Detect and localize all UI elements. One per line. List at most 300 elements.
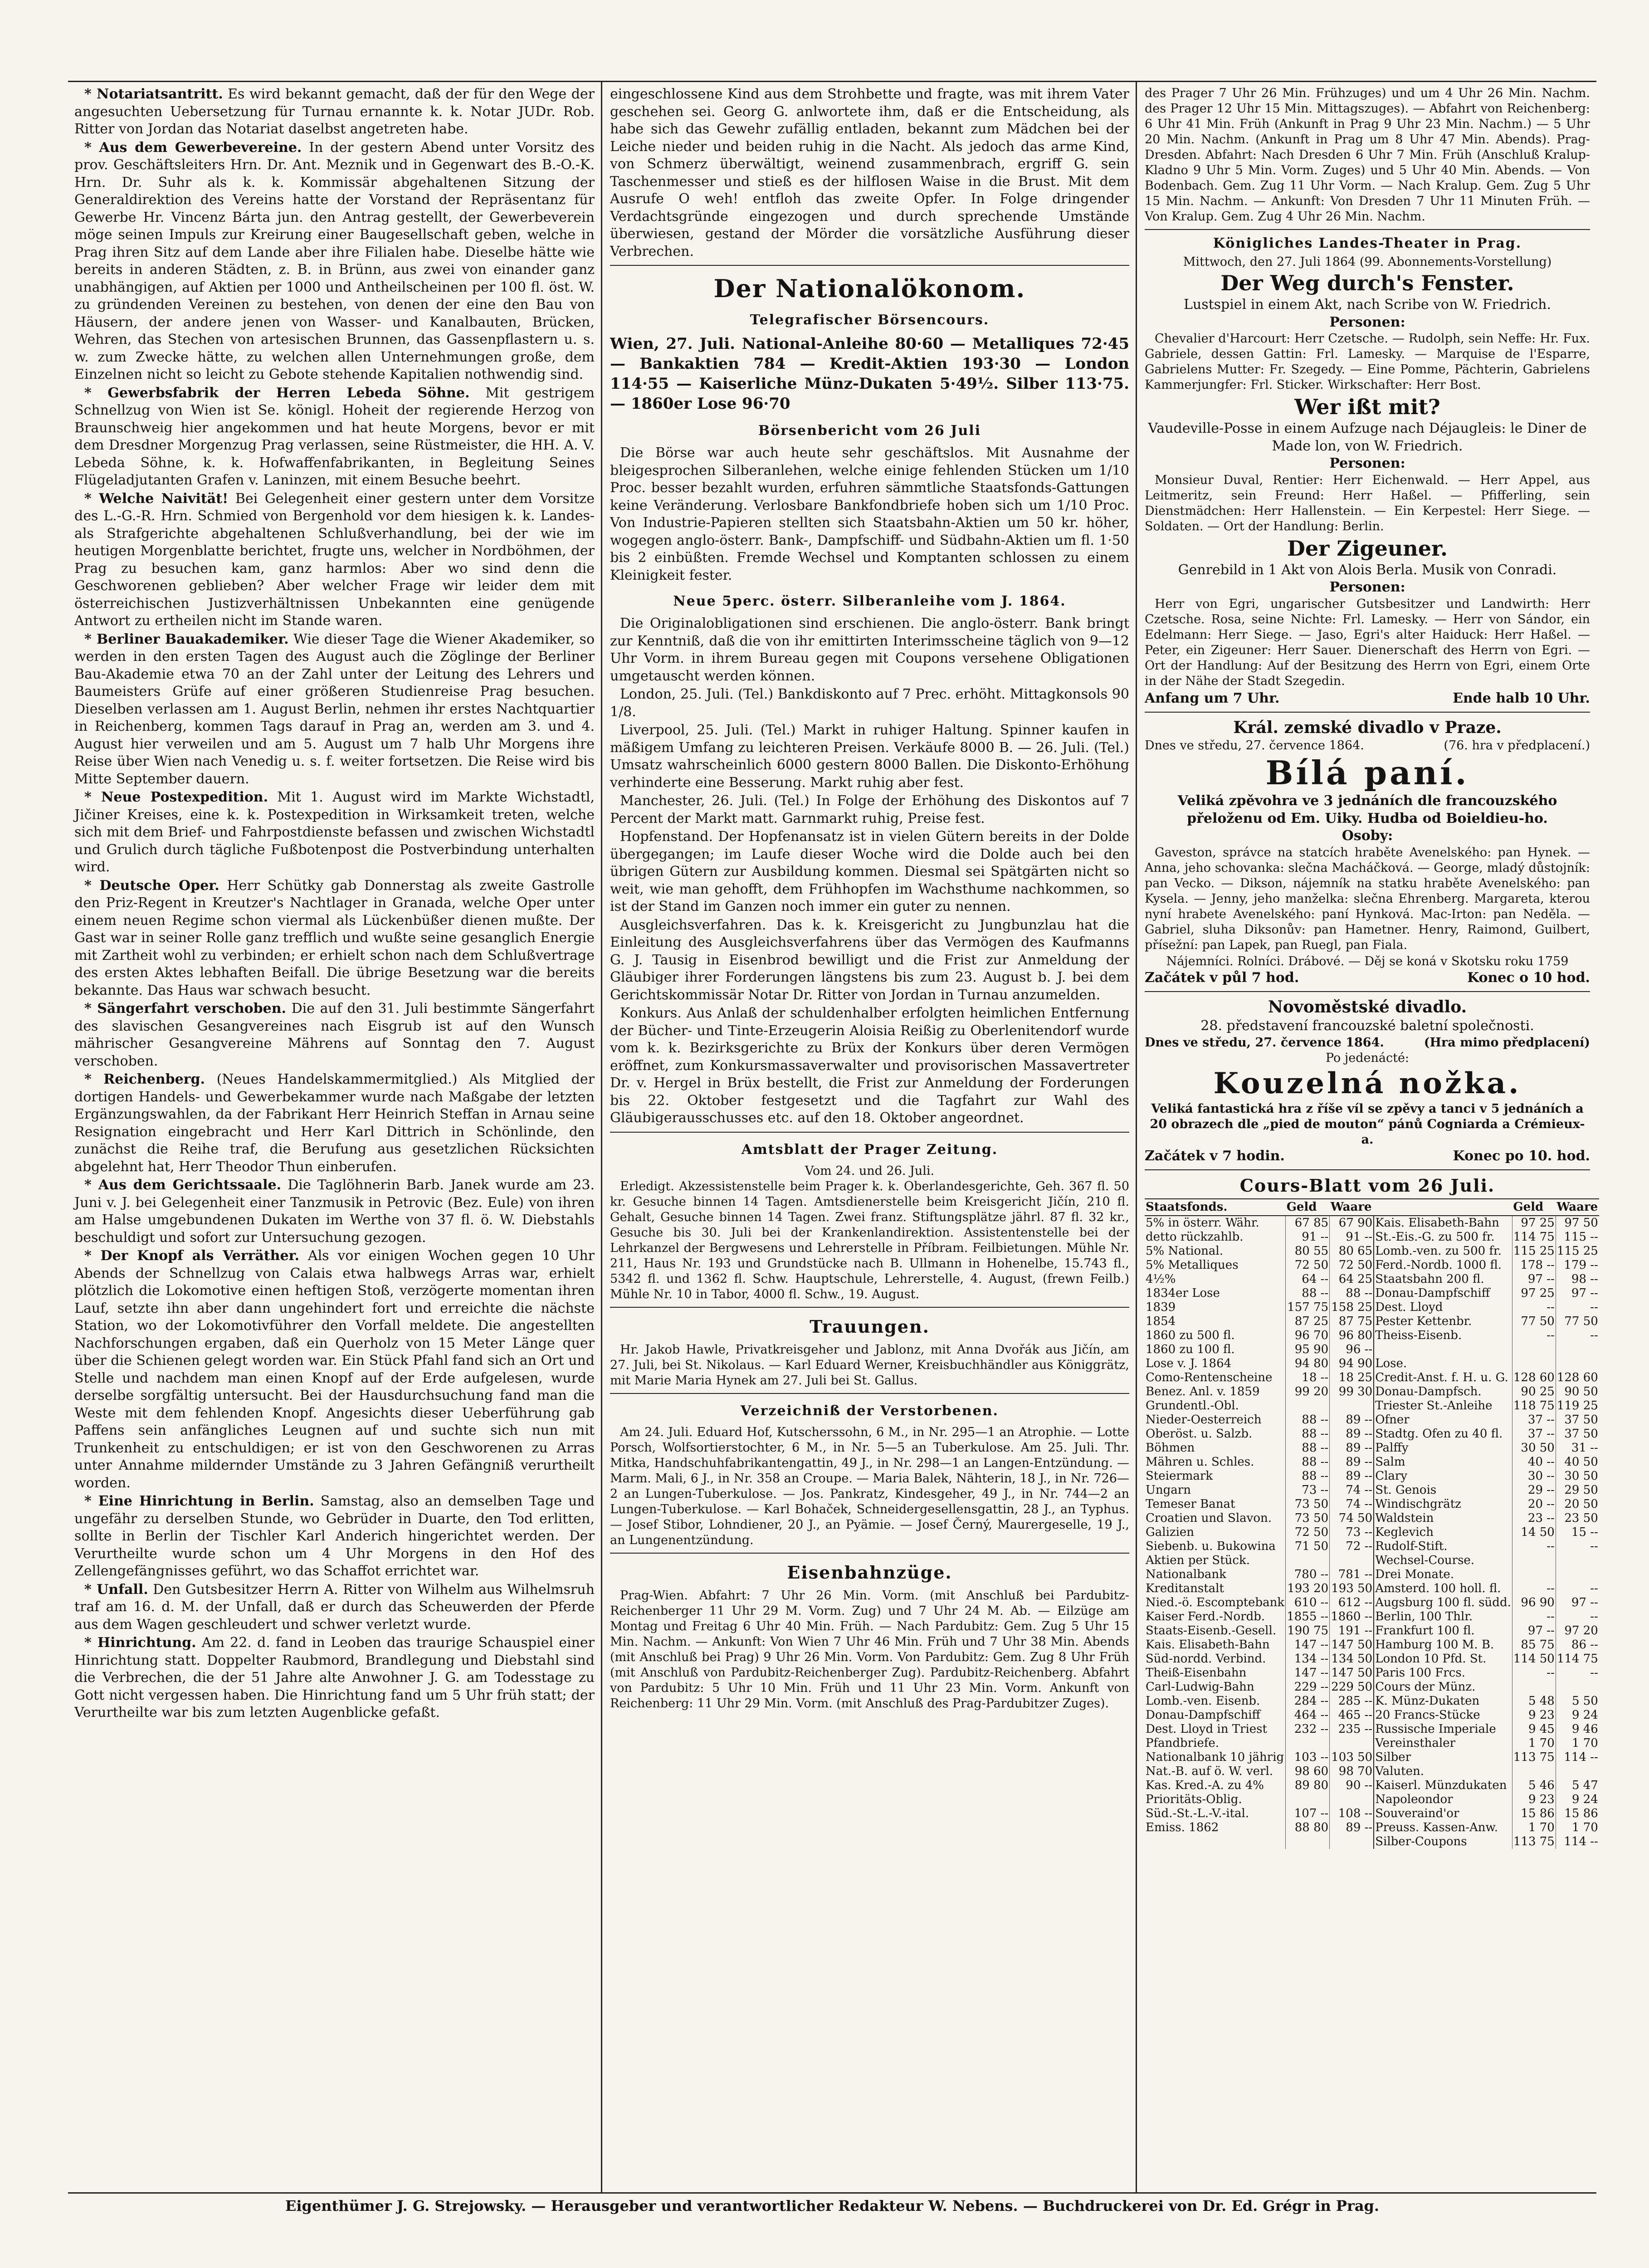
exchange-cell: Napoleondor <box>1374 1793 1512 1807</box>
exchange-cell: 95 90 <box>1286 1343 1330 1357</box>
exchange-cell: St.-Eis.-G. zu 500 fr. <box>1374 1230 1512 1244</box>
exchange-cell: 96 80 <box>1330 1329 1374 1343</box>
exchange-cell <box>1556 1680 1599 1694</box>
exchange-cell <box>1286 1835 1330 1849</box>
hop-report: Hopfenstand. Der Hopfenansatz ist in vielen Gütern bereits in der Dolde übergegangen; im Laufe dieser Woche wird die Dolde auch bei den übrigen Gütern zur Ausbildung kommen. Diesmal sei Spätgärten nicht so weit, wie man gehofft, dem Frühhopfen im Wachsthume nachkommen, so ist der Stand im Ganzen noch immer ein guter zu nennen. <box>610 829 1129 914</box>
exchange-cell: Silber <box>1374 1750 1512 1765</box>
railway-continuation: des Prager 7 Uhr 26 Min. Frühzuges) und um 4 Uhr 26 Min. Nachm. des Prager 12 Uhr 15 Min. Mittagszuges). — Abfahrt von Reichenberg: 6 Uhr 41 Min. Früh (Ankunft in Prag 9 Uhr 23 Min. Nachm.) — 5 Uhr 20 Min. Nachm. (Ankunft in Prag um 8 Uhr 47 Min. Abends). Prag-Dresden. Abfahrt: Nach Dresden 6 Uhr 7 Min. Früh (Anschluß Kralup-Kladno 9 Uhr 5 Min. Vorm. Zuges) und 5 Uhr 40 Min. Abends. — Von Bodenbach. Gem. Zug 11 Uhr Vorm. — Nach Kralup. Gem. Zug 5 Uhr 15 Min. Nachm. — Ankunft: Von Dresden 7 Uhr 11 Minuten Früh. — Von Kralup. Gem. Zug 4 Uhr 26 Min. Nachm. <box>1145 86 1590 224</box>
divider <box>1145 1169 1590 1170</box>
exchange-cell <box>1512 1568 1556 1582</box>
exchange-row <box>1145 1469 1599 1483</box>
exchange-cell: 80 55 <box>1286 1244 1330 1258</box>
news-item-lead: * Notariatsantritt. <box>84 86 223 102</box>
news-item <box>74 1177 595 1246</box>
exchange-cell: 98 60 <box>1286 1765 1330 1779</box>
exchange-cell: 30 -- <box>1512 1469 1556 1483</box>
exchange-cell: 114 50 <box>1512 1652 1556 1666</box>
exchange-cell: 97 -- <box>1556 1596 1599 1610</box>
exchange-cell: 114 75 <box>1512 1230 1556 1244</box>
exchange-cell: Oberöst. u. Salzb. <box>1146 1427 1253 1441</box>
exchange-cell: 108 -- <box>1330 1807 1374 1821</box>
exchange-cell <box>1556 1357 1599 1371</box>
exchange-cell: -- <box>1556 1610 1599 1624</box>
czech-play-end: Konec o 10 hod. <box>1467 969 1590 986</box>
silver-loan-text: Die Originalobligationen sind erschienen. Die anglo-österr. Bank bringt zur Kenntniß, daß die von ihr emittirten Interimsscheine täglich von 9—12 Uhr Vorm. in ihrem Bureau gegen mit Coupons versehene Obligationen umgetauscht werden können. <box>610 616 1129 684</box>
official-gazette-title: Amtsblatt der Prager Zeitung. <box>741 1141 998 1158</box>
exchange-cell: 147 50 <box>1330 1666 1374 1680</box>
exchange-cell: detto rückzahlb. <box>1146 1230 1244 1244</box>
exchange-row <box>1145 1821 1599 1835</box>
news-item-text: Es wird bekannt gemacht, daß der für den Wege der angesuchten Uebersetzung für Turnau ernannte k. k. Notar JUDr. Rob. Ritter von Jordan das Notariat daselbst angetreten habe. <box>74 86 595 137</box>
exchange-cell: 229 -- <box>1286 1680 1330 1694</box>
exchange-cell: 73 50 <box>1286 1497 1330 1511</box>
czech-theater-number: (76. hra v předplacení.) <box>1444 738 1590 753</box>
play2-title: Wer ißt mit? <box>1294 395 1440 419</box>
exchange-cell: 97 -- <box>1512 1624 1556 1638</box>
exchange-cell <box>1512 1554 1556 1568</box>
exchange-cell: 94 90 <box>1330 1357 1374 1371</box>
exchange-cell: Triester St.-Anleihe <box>1374 1399 1512 1413</box>
exchange-cell: Paris 100 Frcs. <box>1374 1666 1512 1680</box>
exchange-cell: Amsterd. 100 holl. fl. <box>1374 1582 1512 1596</box>
exchange-row <box>1145 1357 1599 1371</box>
exchange-cell: 37 50 <box>1556 1427 1599 1441</box>
play1-title: Der Weg durch's Fenster. <box>1220 271 1514 295</box>
play3-cast-label: Personen: <box>1329 579 1405 595</box>
exchange-cell: -- <box>1556 1540 1599 1554</box>
exchange-cell: Süd.-St.-L.-V.-ital. <box>1146 1807 1249 1820</box>
exchange-cell: 115 25 <box>1556 1244 1599 1258</box>
czech-cast-label: Osoby: <box>1342 828 1393 844</box>
exchange-cell: 64 -- <box>1286 1272 1330 1286</box>
exchange-cell: 1860 zu 500 fl. <box>1146 1329 1235 1342</box>
exchange-row <box>1145 1343 1599 1357</box>
exchange-cell <box>1286 1399 1330 1413</box>
exchange-row <box>1145 1554 1599 1568</box>
exchange-cell: 128 60 <box>1556 1371 1599 1385</box>
exchange-cell: 1 70 <box>1512 1821 1556 1835</box>
news-item-text: (Neues Handelskammermitglied.) Als Mitglied der dortigen Handels- und Gewerbekammer wurde nach Maßgabe der letzten Ergänzungswahlen, da der Fabrikant Herr Heinrich Steffan in Arnau seine Resignation eingebracht und Herr Karl Dittrich in Schönlinde, den zunächst die Reihe traf, die Berufung aus gesetzlichen Rücksichten abgelehnt hat, Herr Theodor Thun einberufen. <box>74 1071 595 1175</box>
exchange-cell: Windischgrätz <box>1374 1497 1512 1511</box>
exchange-cell: 73 -- <box>1330 1525 1374 1540</box>
exchange-cell: 9 23 <box>1512 1793 1556 1807</box>
exchange-cell: 30 50 <box>1512 1441 1556 1455</box>
exchange-cell: St. Genois <box>1374 1483 1512 1497</box>
exchange-cell: 1860 -- <box>1330 1610 1374 1624</box>
exchange-cell: 37 -- <box>1512 1413 1556 1427</box>
new-town-number: (Hra mimo předplacení) <box>1424 1035 1590 1050</box>
column-theater-exchange <box>1138 82 1596 2192</box>
exchange-cell: 193 50 <box>1330 1582 1374 1596</box>
exchange-cell: 88 80 <box>1286 1821 1330 1835</box>
exchange-cell: 5% Metalliques <box>1146 1258 1239 1272</box>
exchange-cell: Palffy <box>1374 1441 1512 1455</box>
exchange-cell: 90 50 <box>1556 1385 1599 1399</box>
exchange-cell: Cours der Münz. <box>1374 1680 1512 1694</box>
new-town-play-subtitle: Veliká fantastická hra z říše víl se zpěvy a tanci v 5 jednáních a 20 obrazech dle „pied de mouton“ pánů Cogniarda a Crémieux-a. <box>1150 1101 1585 1147</box>
news-item <box>74 1493 595 1580</box>
exchange-cell: 77 50 <box>1512 1315 1556 1329</box>
exchange-cell: 99 30 <box>1330 1385 1374 1399</box>
exchange-cell: 67 85 <box>1286 1216 1330 1230</box>
news-item <box>74 490 595 630</box>
exchange-cell: 465 -- <box>1330 1708 1374 1722</box>
exchange-cell: Hamburg 100 M. B. <box>1374 1638 1512 1652</box>
exchange-cell: Silber-Coupons <box>1374 1835 1512 1849</box>
news-item <box>74 86 595 138</box>
exchange-cell: 91 -- <box>1286 1230 1330 1244</box>
news-item-text: In der gestern Abend unter Vorsitz des prov. Geschäftsleiters Hrn. Dr. Ant. Meznik und in Gegenwart des B.-O.-K. Hrn. Dr. Suhr als k. k. Kommissär abgehaltenen Sitzung der Generaldirektion des Vereins hatte der Vorstand der Repräsentanz für Gewerbe Hr. Vincenz Bárta jun. den Antrag gestellt, der Gewerbeverein möge seinen Impuls zur Kreirung einer Baugesellschaft geben, welche in Prag ihren Sitz auf dem Lande aber ihre Filialen habe. Dieselbe hätte wie bereits in anderen Städten, z. B. in Brünn, aus zwei von einander ganz unabhängigen, auf Aktien per 1000 und Antheilscheinen per 100 fl. öst. W. zu gründenden Vereinen zu bestehen, von denen der eine den Bau von Häusern, der andere jenen von Wasser- und Kanalbauten, Brücken, Wehren, das Stechen von artesischen Brunnen, das Gassenpflastern u. s. w. zum Zwecke hätte, zu welchen allen Unternehmungen große, dem Einzelnen nicht so leicht zu Gebote stehende Kapitalien nothwendig sind. <box>74 139 595 382</box>
exchange-cell: 74 -- <box>1330 1497 1374 1511</box>
exchange-header-cell: Waare <box>1330 1199 1374 1216</box>
new-town-once: Po jedenácté: <box>1325 1051 1410 1065</box>
exchange-cell: 97 25 <box>1512 1216 1556 1230</box>
exchange-cell: Drei Monate. <box>1374 1568 1512 1582</box>
exchange-cell: Donau-Dampfsch. <box>1374 1385 1512 1399</box>
exchange-cell <box>1556 1765 1599 1779</box>
divider <box>1145 712 1590 713</box>
exchange-cell: Clary <box>1374 1469 1512 1483</box>
exchange-row <box>1145 1525 1599 1540</box>
exchange-cell: -- <box>1556 1329 1599 1343</box>
exchange-cell: 781 -- <box>1330 1568 1374 1582</box>
murder-report-continuation: eingeschlossene Kind aus dem Strohbette und fragte, was mit ihrem Vater geschehen sei. Georg G. anlwortete ihm, daß er die Entscheidung, als habe sich das Gewehr zufällig entladen, bekannt zum Mädchen bei der Leiche nieder und beiden ruhig in die Nacht. Als jedoch das arme Kind, von Schmerz überwältigt, weinend zusammenbrach, ergriff G. sein Taschenmesser und stieß es der hilflosen Waise in die Brust. Mit dem Ausrufe O weh! entfloh das zweite Opfer. In Folge dringender Verdachtsgründe eingezogen und durch sprechende Umstände überwiesen, gestand der Mörder die vorsätzliche Ausführung dieser Verbrechen. <box>610 86 1129 259</box>
exchange-cell: 31 -- <box>1556 1441 1599 1455</box>
railway-title: Eisenbahnzüge. <box>787 1562 952 1583</box>
play1-cast: Chevalier d'Harcourt: Herr Czetsche. — Rudolph, sein Neffe: Hr. Fux. Gabriele, dessen Gattin: Frl. Lamesky. — Marquise de l'Esparre, Gabrielens Mutter: Fr. Szegedy. — Eine Pomme, Pächterin, Gabrielens Kammerjungfer: Frl. Sticker. Wirkschafter: Herr Bost. <box>1145 332 1590 392</box>
exchange-cell: Souveraind'or <box>1374 1807 1512 1821</box>
divider <box>610 1553 1129 1554</box>
news-item-text: Als vor einigen Wochen gegen 10 Uhr Abends der Schnellzug von Calais etwa halbwegs Arras war, erhielt plötzlich die Lokomotive einen heftigen Stoß, verzögerte momentan ihren Lauf, setzte ihn aber dann ungehindert fort und erreichte die nächste Station, wo der Lokomotivführer den Vorfall meldete. Die angestellten Nachforschungen ergaben, daß ein Querholz von 15 Meter Länge quer über die Schienen gelegt worden war. Ein Stück Pfahl fand sich an Ort und Stelle und nachdem man einen Knopf auf der Erde aufgelesen, wurde derselbe sorgfältig untersucht. Bei der Hausdurchsuchung fand man die Weste mit dem fehlenden Knopf. Angesichts dieser Ueberführung gab Paffens sein anfängliches Leugnen auf und suchte sich nun mit Trunkenheit zu entschuldigen; er ist von den Geschworenen zu Arras unter Annahme mildernder Umstände zu 3 Jahren Gefängniß verurtheilt worden. <box>74 1248 595 1491</box>
czech-play-start: Začátek v půl 7 hod. <box>1145 969 1299 986</box>
news-item-text: Herr Schütky gab Donnerstag als zweite Gastrolle den Priz-Regent in Kreutzer's Nachtlager in Granada, welche Oper unter einem neuen Regime schon viermal als Lückenbüßer dienen mußte. Der Gast war in seiner Rolle ganz trefflich und wußte seine gesanglich Energie mit Zartheit wohl zu verbinden; er erhielt schon nach dem Schlußvertrage des ersten Aktes lebhaften Beifall. Die übrige Besetzung war die bereits bekannte. Das Haus war schwach besucht. <box>74 877 595 998</box>
exchange-cell: 134 -- <box>1286 1652 1330 1666</box>
new-town-theater-title: Novoměstské divadlo. <box>1268 997 1467 1017</box>
exchange-cell: 96 70 <box>1286 1329 1330 1343</box>
exchange-cell: Emiss. 1862 <box>1146 1821 1219 1834</box>
exchange-cell: 103 50 <box>1330 1750 1374 1765</box>
silver-loan-title: Neue 5perc. österr. Silberanleihe vom J. 1864. <box>673 593 1066 609</box>
exchange-row <box>1145 1610 1599 1624</box>
exchange-cell: 14 50 <box>1512 1525 1556 1540</box>
liverpool-report: Liverpool, 25. Juli. (Tel.) Markt in ruhiger Haltung. Spinner kaufen in mäßigem Umfang zu leichteren Preisen. Verkäufe 8000 B. — 26. Juli. (Tel.) Umsatz wahrscheinlich 6000 gestern 8000 Ballen. Die Diskonto-Erhöhung verhinderte eine Besserung. Markt ruhig aber fest. <box>610 722 1129 791</box>
exchange-row <box>1145 1779 1599 1793</box>
exchange-row <box>1145 1736 1599 1750</box>
new-town-times <box>1145 1148 1590 1165</box>
exchange-cell: 85 75 <box>1512 1638 1556 1652</box>
section-title-economist: Der Nationalökonom. <box>713 274 1026 303</box>
exchange-row <box>1145 1371 1599 1385</box>
exchange-cell: 15 -- <box>1556 1525 1599 1540</box>
exchange-cell: 115 -- <box>1556 1230 1599 1244</box>
exchange-cell: Ungarn <box>1146 1483 1191 1497</box>
news-item <box>74 1247 595 1492</box>
news-item-lead: * Aus dem Gewerbevereine. <box>84 139 302 156</box>
exchange-cell: 1834er Lose <box>1146 1286 1220 1300</box>
exchange-cell: Lomb.-ven. zu 500 fr. <box>1374 1244 1512 1258</box>
news-item-text: Mit 1. August wird im Markte Wichstadtl, Jičiner Kreises, eine k. k. Postexpedition in Wirksamkeit treten, welche sich mit dem Brief- und Fahrpostdienste befassen und zwischen Wichstadtl und Grulich durch tägliche Fußbotenpost die Postverbindung unterhalten wird. <box>74 789 595 875</box>
exchange-cell: 89 -- <box>1330 1821 1374 1835</box>
exchange-cell: 20 -- <box>1512 1497 1556 1511</box>
weddings-title: Trauungen. <box>810 1316 930 1337</box>
exchange-cell <box>1556 1568 1599 1582</box>
news-item <box>74 1071 595 1176</box>
exchange-cell: 114 -- <box>1556 1750 1599 1765</box>
exchange-row <box>1145 1258 1599 1272</box>
boerse-report-title: Börsenbericht vom 26 Juli <box>758 423 981 439</box>
deaths-title: Verzeichniß der Verstorbenen. <box>741 1403 999 1419</box>
exchange-table-title: Cours-Blatt vom 26 Juli. <box>1239 1175 1495 1196</box>
exchange-row <box>1145 1329 1599 1343</box>
exchange-row <box>1145 1666 1599 1680</box>
exchange-cell: 190 75 <box>1286 1624 1330 1638</box>
exchange-cell: 9 24 <box>1556 1793 1599 1807</box>
new-town-date-row <box>1145 1035 1590 1051</box>
exchange-cell: Ofner <box>1374 1413 1512 1427</box>
news-item-text: Am 22. d. fand in Leoben das traurige Schauspiel einer Hinrichtung statt. Doppelter Raubmord, Brandlegung und Diebstahl sind die Verbrechen, die der 51 Jahre alte Anwohner J. G. am Todesstage zu Gott nicht vergessen haben. Die Hinrichtung fand um 5 Uhr früh statt; der Verurtheilte war bis zum letzten Augenblicke gefaßt. <box>74 1635 595 1721</box>
exchange-cell: 5% in österr. Währ. <box>1146 1216 1259 1230</box>
exchange-cell: 86 -- <box>1556 1638 1599 1652</box>
railway-text: Prag-Wien. Abfahrt: 7 Uhr 26 Min. Vorm. (mit Anschluß bei Pardubitz-Reichenberger 11 Uhr 29 M. Vorm. Zug) und 7 Uhr 24 M. Ab. — Eilzüge am Montag und Freitag 6 Uhr 40 Min. Früh. — Nach Pardubitz: Gem. Zug 5 Uhr 15 Min. Nachm. — Ankunft: Von Wien 7 Uhr 46 Min. Früh und 7 Uhr 38 Min. Abends (mit Anschluß bei Prag) 9 Uhr 26 Min. Vorm. Von Pardubitz: Gem. Zug 8 Uhr Früh (mit Anschluß von Pardubitz-Reichenberger Zug). Pardubitz-Reichenberg. Abfahrt von Pardubitz: 5 Uhr 10 Min. Früh und 11 Uhr 23 Min. Vorm. Ankunft von Reichenberg: 11 Uhr 29 Min. Vorm. (mit Anschluß des Prag-Pardubitzer Zuges). <box>610 1588 1129 1711</box>
exchange-row <box>1145 1568 1599 1582</box>
exchange-cell: 97 20 <box>1556 1624 1599 1638</box>
exchange-cell: Salm <box>1374 1455 1512 1469</box>
exchange-cell <box>1556 1554 1599 1568</box>
exchange-cell: 780 -- <box>1286 1568 1330 1582</box>
exchange-cell: 80 65 <box>1330 1244 1374 1258</box>
exchange-row <box>1145 1399 1599 1413</box>
exchange-cell: -- <box>1512 1329 1556 1343</box>
column-local-news <box>68 82 602 2192</box>
exchange-cell: 89 -- <box>1330 1469 1374 1483</box>
play2-cast-label: Personen: <box>1329 455 1405 471</box>
exchange-cell: 1854 <box>1146 1315 1176 1328</box>
exchange-cell: Ferd.-Nordb. 1000 fl. <box>1374 1258 1512 1272</box>
exchange-cell <box>1286 1793 1330 1807</box>
exchange-cell: Preuss. Kassen-Anw. <box>1374 1821 1512 1835</box>
divider <box>1145 991 1590 992</box>
exchange-cell: 5% National. <box>1146 1244 1224 1258</box>
exchange-row <box>1145 1497 1599 1511</box>
exchange-cell: Nied.-ö. Escomptebank <box>1146 1596 1285 1609</box>
telegraph-quotes: Wien, 27. Juli. National-Anleihe 80·60 — Metalliques 72·45 — Bankaktien 784 — Kredit-Aktien 193·30 — London 114·55 — Kaiserliche Münz-Dukaten 5·49½. Silber 113·75. — 1860er Lose 96·70 <box>610 335 1129 413</box>
exchange-row <box>1145 1244 1599 1258</box>
bankruptcy-report: Konkurs. Aus Anlaß der schuldenhalber erfolgten heimlichen Entfernung der Bücher- und Tinte-Erzeugerin Aloisia Reißig zu Oberlenitendorf wurde vom k. k. Bezirksgerichte zu Brüx der Konkurs über deren Vermögen eröffnet, zum Konkursmassaverwalter und provisorischen Massavertreter Dr. v. Hergel in Brüx bestellt, die Frist zur Anmeldung der Forderungen bis 22. Oktober festgesetzt und die Tagfahrt zur Wahl des Gläubigerausschusses etc. auf den 18. Oktober angeordnet. <box>610 1005 1129 1126</box>
exchange-row <box>1145 1540 1599 1554</box>
exchange-cell: 1 70 <box>1512 1736 1556 1750</box>
exchange-cell: 158 25 <box>1330 1300 1374 1315</box>
exchange-cell: Pfandbriefe. <box>1146 1736 1220 1750</box>
exchange-row <box>1145 1708 1599 1722</box>
exchange-cell: Süd-nordd. Verbind. <box>1146 1652 1266 1666</box>
news-item <box>74 631 595 788</box>
exchange-cell: 128 60 <box>1512 1371 1556 1385</box>
exchange-cell: Carl-Ludwig-Bahn <box>1146 1680 1254 1694</box>
exchange-cell: 89 -- <box>1330 1427 1374 1441</box>
news-item-lead: * Gewerbsfabrik der Herren Lebeda Söhne. <box>84 385 470 401</box>
column-economy <box>604 82 1137 2192</box>
new-town-date: Dnes ve středu, 27. července 1864. <box>1145 1035 1384 1050</box>
exchange-cell: Böhmen <box>1146 1441 1195 1455</box>
exchange-cell: 115 25 <box>1512 1244 1556 1258</box>
exchange-cell: 29 -- <box>1512 1483 1556 1497</box>
news-item-text: Die Taglöhnerin Barb. Janek wurde am 23. Juni v. J. bei Gelegenheit einer Tanzmusik in Petrovic (Bez. Eule) von ihren am Halse umgebundenen Dukaten im Werthe von 37 fl. ö. W. Diebstahls beschuldigt und sofort zur Untersuchung gezogen. <box>74 1177 595 1246</box>
news-item-lead: * Der Knopf als Verräther. <box>84 1248 300 1264</box>
exchange-cell: 464 -- <box>1286 1708 1330 1722</box>
exchange-cell: 114 -- <box>1556 1835 1599 1849</box>
exchange-cell: Russische Imperiale <box>1374 1722 1512 1736</box>
exchange-header-cell: Geld <box>1512 1199 1556 1216</box>
new-town-end: Konec po 10. hod. <box>1453 1148 1590 1164</box>
exchange-cell: 97 50 <box>1556 1216 1599 1230</box>
divider <box>610 1132 1129 1133</box>
exchange-cell: 72 50 <box>1330 1258 1374 1272</box>
exchange-cell: 98 70 <box>1330 1765 1374 1779</box>
exchange-cell: 1855 -- <box>1286 1610 1330 1624</box>
exchange-cell: 5 47 <box>1556 1779 1599 1793</box>
exchange-cell: 1839 <box>1146 1300 1176 1314</box>
exchange-cell: Staats-Eisenb.-Gesell. <box>1146 1624 1277 1637</box>
news-item-lead: * Aus dem Gerichtssaale. <box>84 1177 282 1193</box>
exchange-cell: Croatien und Slavon. <box>1146 1511 1272 1525</box>
exchange-cell <box>1145 1835 1286 1849</box>
exchange-row <box>1145 1638 1599 1652</box>
exchange-row <box>1145 1427 1599 1441</box>
manchester-report: Manchester, 26. Juli. (Tel.) In Folge der Erhöhung des Diskontos auf 7 Percent der Markt matt. Garnmarkt ruhig, Preise fest. <box>610 793 1129 826</box>
exchange-table-body <box>1145 1216 1599 1849</box>
divider <box>610 265 1129 266</box>
exchange-cell: Nieder-Oesterreich <box>1146 1413 1262 1427</box>
exchange-cell: Nationalbank <box>1146 1568 1226 1581</box>
exchange-cell: 72 50 <box>1286 1258 1330 1272</box>
exchange-cell: 103 -- <box>1286 1750 1330 1765</box>
exchange-row <box>1145 1793 1599 1807</box>
exchange-cell: 89 -- <box>1330 1441 1374 1455</box>
exchange-cell: 88 -- <box>1286 1469 1330 1483</box>
exchange-cell: 285 -- <box>1330 1694 1374 1708</box>
exchange-cell: 97 -- <box>1512 1272 1556 1286</box>
page-frame <box>68 81 1596 2194</box>
exchange-cell: Donau-Dampfschiff <box>1374 1286 1512 1300</box>
exchange-cell: Rudolf-Stift. <box>1374 1540 1512 1554</box>
exchange-cell: 191 -- <box>1330 1624 1374 1638</box>
exchange-row <box>1145 1652 1599 1666</box>
exchange-cell <box>1330 1736 1374 1750</box>
exchange-row <box>1145 1750 1599 1765</box>
news-item <box>74 789 595 876</box>
news-item-text: Den Gutsbesitzer Herrn A. Ritter von Wilhelm aus Wilhelmsruh traf am 16. d. M. der Unfall, daß er durch das Scheuwerden der Pferde aus dem Wagen geschleudert und schwer verletzt wurde. <box>74 1581 595 1633</box>
news-item <box>74 1581 595 1634</box>
exchange-cell: 1860 zu 100 fl. <box>1146 1343 1235 1356</box>
exchange-cell: 134 50 <box>1330 1652 1374 1666</box>
exchange-cell: 40 -- <box>1512 1455 1556 1469</box>
exchange-cell <box>1330 1793 1374 1807</box>
exchange-row <box>1145 1807 1599 1821</box>
exchange-cell: 147 -- <box>1286 1666 1330 1680</box>
exchange-cell: Dest. Lloyd in Triest <box>1146 1722 1267 1736</box>
czech-play-scene: Nájemníci. Rolníci. Drábové. — Děj se koná v Skotsku roku 1759 <box>1166 954 1569 968</box>
exchange-row <box>1145 1835 1599 1849</box>
exchange-cell: K. Münz-Dukaten <box>1374 1694 1512 1708</box>
exchange-cell: 23 -- <box>1512 1511 1556 1525</box>
exchange-cell: Frankfurt 100 fl. <box>1374 1624 1512 1638</box>
czech-theater-date-row <box>1145 738 1590 753</box>
exchange-row <box>1145 1722 1599 1736</box>
divider <box>610 1393 1129 1394</box>
exchange-cell: Vereinsthaler <box>1374 1736 1512 1750</box>
exchange-cell: Kais. Elisabeth-Bahn <box>1374 1216 1512 1230</box>
play3-end: Ende halb 10 Uhr. <box>1453 690 1590 706</box>
play3-times <box>1145 690 1590 708</box>
exchange-cell: 73 50 <box>1286 1511 1330 1525</box>
exchange-cell: 77 50 <box>1556 1315 1599 1329</box>
exchange-cell: Theiss-Eisenb. <box>1374 1329 1512 1343</box>
exchange-header-cell <box>1374 1199 1512 1216</box>
exchange-row <box>1145 1624 1599 1638</box>
exchange-cell: -- <box>1512 1300 1556 1315</box>
exchange-cell: Augsburg 100 fl. südd. <box>1374 1596 1512 1610</box>
exchange-cell: 235 -- <box>1330 1722 1374 1736</box>
exchange-cell: 119 25 <box>1556 1399 1599 1413</box>
exchange-cell: 18 -- <box>1286 1371 1330 1385</box>
exchange-cell: -- <box>1512 1610 1556 1624</box>
theater-title: Königliches Landes-Theater in Prag. <box>1213 235 1522 251</box>
exchange-cell: 193 20 <box>1286 1582 1330 1596</box>
exchange-cell <box>1556 1343 1599 1357</box>
exchange-cell: Staatsbahn 200 fl. <box>1374 1272 1512 1286</box>
exchange-cell: Berlin, 100 Thlr. <box>1374 1610 1512 1624</box>
exchange-cell: 610 -- <box>1286 1596 1330 1610</box>
exchange-cell: 96 -- <box>1330 1343 1374 1357</box>
deaths-text: Am 24. Juli. Eduard Hof, Kutscherssohn, 6 M., in Nr. 295—1 an Atrophie. — Lotte Porsch, Wolfsortierstochter, 6 M., in Nr. 5—5 an Tuberkulose. Am 25. Juli. Thr. Mitka, Handschuhfabrikantengattin, 49 J., in Nr. 298—1 an Langen-Entzündung. — Marm. Mali, 6 J., in Nr. 358 an Croupe. — Maria Balek, Nähterin, 18 J., in Nr. 726—2 an Lungen-Tuberkulose. — Jos. Pankratz, Kindesgeher, 49 J., in Nr. 744—2 an Lungen-Tuberkulose. — Karl Bohaček, Schneidergesellensgattin, 28 J., an Typhus. — Josef Stibor, Lohndiener, 20 J., an Pyämie. — Josef Černý, Maurergeselle, 19 J., an Lungenentzündung. <box>610 1425 1129 1547</box>
exchange-row <box>1145 1230 1599 1244</box>
play3-start: Anfang um 7 Uhr. <box>1145 690 1280 706</box>
exchange-cell: 284 -- <box>1286 1694 1330 1708</box>
exchange-cell: Kas. Kred.-A. zu 4% <box>1146 1779 1264 1792</box>
news-item-lead: * Welche Naivität! <box>84 490 229 507</box>
exchange-row <box>1145 1765 1599 1779</box>
exchange-row <box>1145 1272 1599 1286</box>
exchange-cell: 157 75 <box>1286 1300 1330 1315</box>
exchange-cell: Kais. Elisabeth-Bahn <box>1146 1638 1270 1652</box>
exchange-cell: 612 -- <box>1330 1596 1374 1610</box>
exchange-cell: 72 -- <box>1330 1540 1374 1554</box>
exchange-cell: 71 50 <box>1286 1540 1330 1554</box>
exchange-cell: 179 -- <box>1556 1258 1599 1272</box>
news-item <box>74 139 595 384</box>
exchange-row <box>1145 1413 1599 1427</box>
exchange-cell: 37 50 <box>1556 1413 1599 1427</box>
news-item-lead: * Neue Postexpedition. <box>84 789 268 805</box>
exchange-cell: 15 86 <box>1512 1807 1556 1821</box>
czech-theater-title: Král. zemské divadlo v Praze. <box>1233 718 1502 737</box>
czech-play-times <box>1145 969 1590 987</box>
play3-title: Der Zigeuner. <box>1287 536 1448 561</box>
exchange-cell: -- <box>1512 1540 1556 1554</box>
exchange-cell: 37 -- <box>1512 1427 1556 1441</box>
news-item-lead: * Unfall. <box>84 1581 148 1598</box>
exchange-cell: -- <box>1556 1666 1599 1680</box>
exchange-cell: London 10 Pfd. St. <box>1374 1652 1512 1666</box>
exchange-cell: 1 70 <box>1556 1736 1599 1750</box>
exchange-cell <box>1330 1399 1374 1413</box>
exchange-cell: Benez. Anl. v. 1859 <box>1146 1385 1260 1398</box>
exchange-cell: 87 25 <box>1286 1315 1330 1329</box>
exchange-cell: 114 75 <box>1556 1652 1599 1666</box>
news-item-text: Die auf den 31. Juli bestimmte Sängerfahrt des slavischen Gesangvereines nach Eisgrub ist auf den Wunsch mährischer Gesangvereine Mährens auf Sonntag den 7. August verschoben. <box>74 1001 595 1069</box>
exchange-cell <box>1512 1765 1556 1779</box>
exchange-cell: 87 75 <box>1330 1315 1374 1329</box>
